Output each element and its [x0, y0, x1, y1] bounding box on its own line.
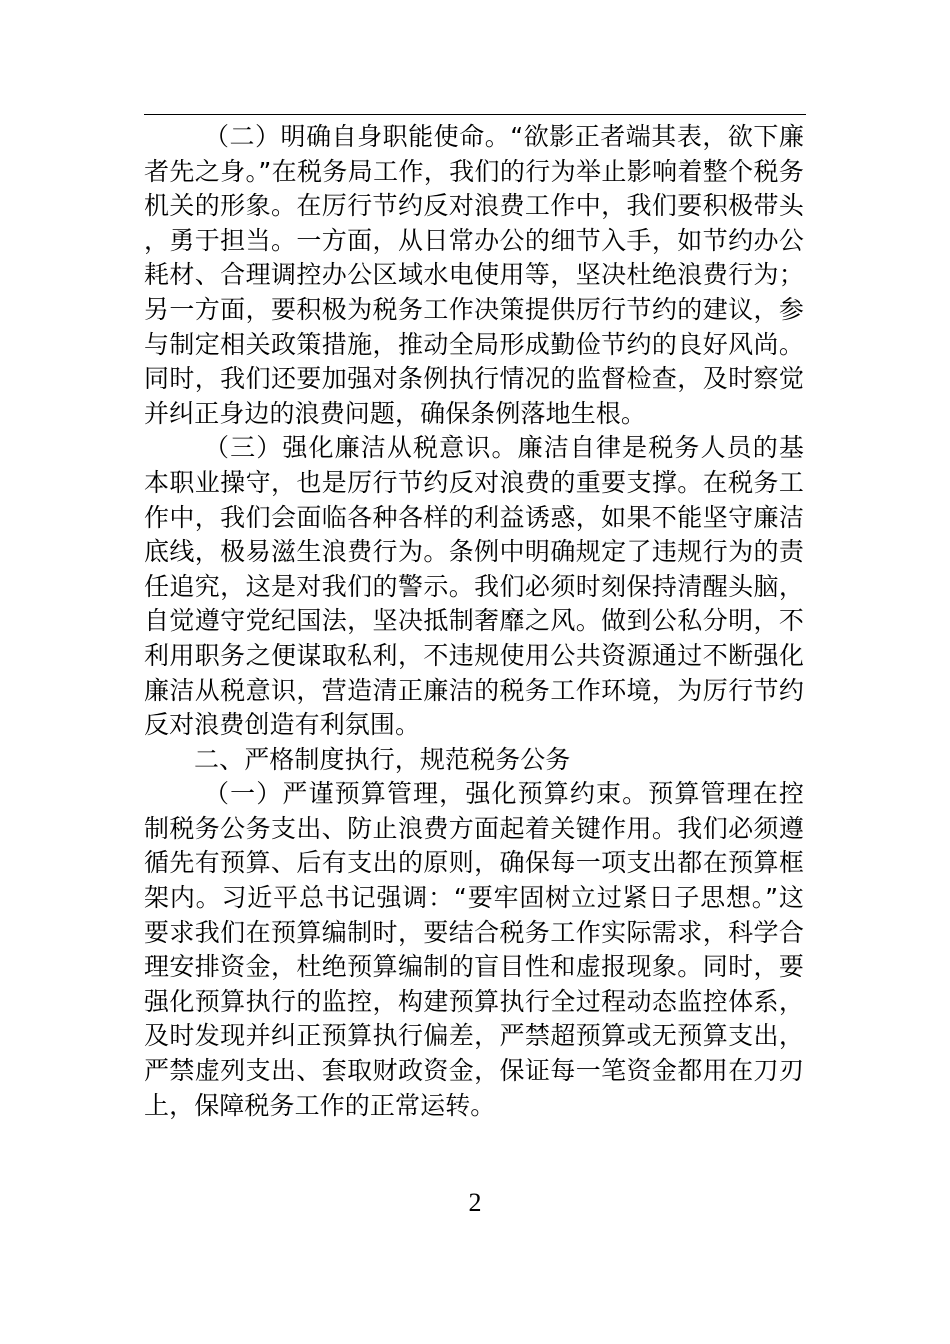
header-rule — [144, 114, 806, 115]
paragraph-section-1-2: （二）明确自身职能使命。“欲影正者端其表，欲下廉者先之身。”在税务局工作，我们的行为举止影响着整个税务机关的形象。在厉行节约反对浪费工作中，我们要积极带头，勇于担当。一方面，从日常办公的细节入手，如节约办公耗材、合理调控办公区域水电使用等，坚决杜绝浪费行为；另一方面，要积极为税务工作决策提供厉行节约的建议，参与制定相关政策措施，推动全局形成勤俭节约的良好风尚。同时，我们还要加强对条例执行情况的监督检查，及时察觉并纠正身边的浪费问题，确保条例落地生根。 — [144, 122, 804, 428]
document-body — [144, 120, 804, 1123]
paragraph-section-1-3: （三）强化廉洁从税意识。廉洁自律是税务人员的基本职业操守，也是厉行节约反对浪费的重要支撑。在税务工作中，我们会面临各种各样的利益诱惑，如果不能坚守廉洁底线，极易滋生浪费行为。条例中明确规定了违规行为的责任追究，这是对我们的警示。我们必须时刻保持清醒头脑，自觉遵守党纪国法，坚决抵制奢靡之风。做到公私分明，不利用职务之便谋取私利，不违规使用公共资源通过不断强化廉洁从税意识，营造清正廉洁的税务工作环境，为厉行节约反对浪费创造有利氛围。 — [144, 433, 804, 740]
page-number: 2 — [468, 1188, 482, 1217]
paragraph-section-2-1: （一）严谨预算管理，强化预算约束。预算管理在控制税务公务支出、防止浪费方面起着关键作用。我们必须遵循先有预算、后有支出的原则，确保每一项支出都在预算框架内。习近平总书记强调：“要牢固树立过紧日子思想。”这要求我们在预算编制时，要结合税务工作实际需求，科学合理安排资金，杜绝预算编制的盲目性和虚报现象。同时，要强化预算执行的监控，构建预算执行全过程动态监控体系，及时发现并纠正预算执行偏差，严禁超预算或无预算支出，严禁虚列支出、套取财政资金，保证每一笔资金都用在刀刃上，保障税务工作的正常运转。 — [144, 779, 804, 1120]
section-heading: 二、严格制度执行，规范税务公务 — [194, 744, 571, 774]
